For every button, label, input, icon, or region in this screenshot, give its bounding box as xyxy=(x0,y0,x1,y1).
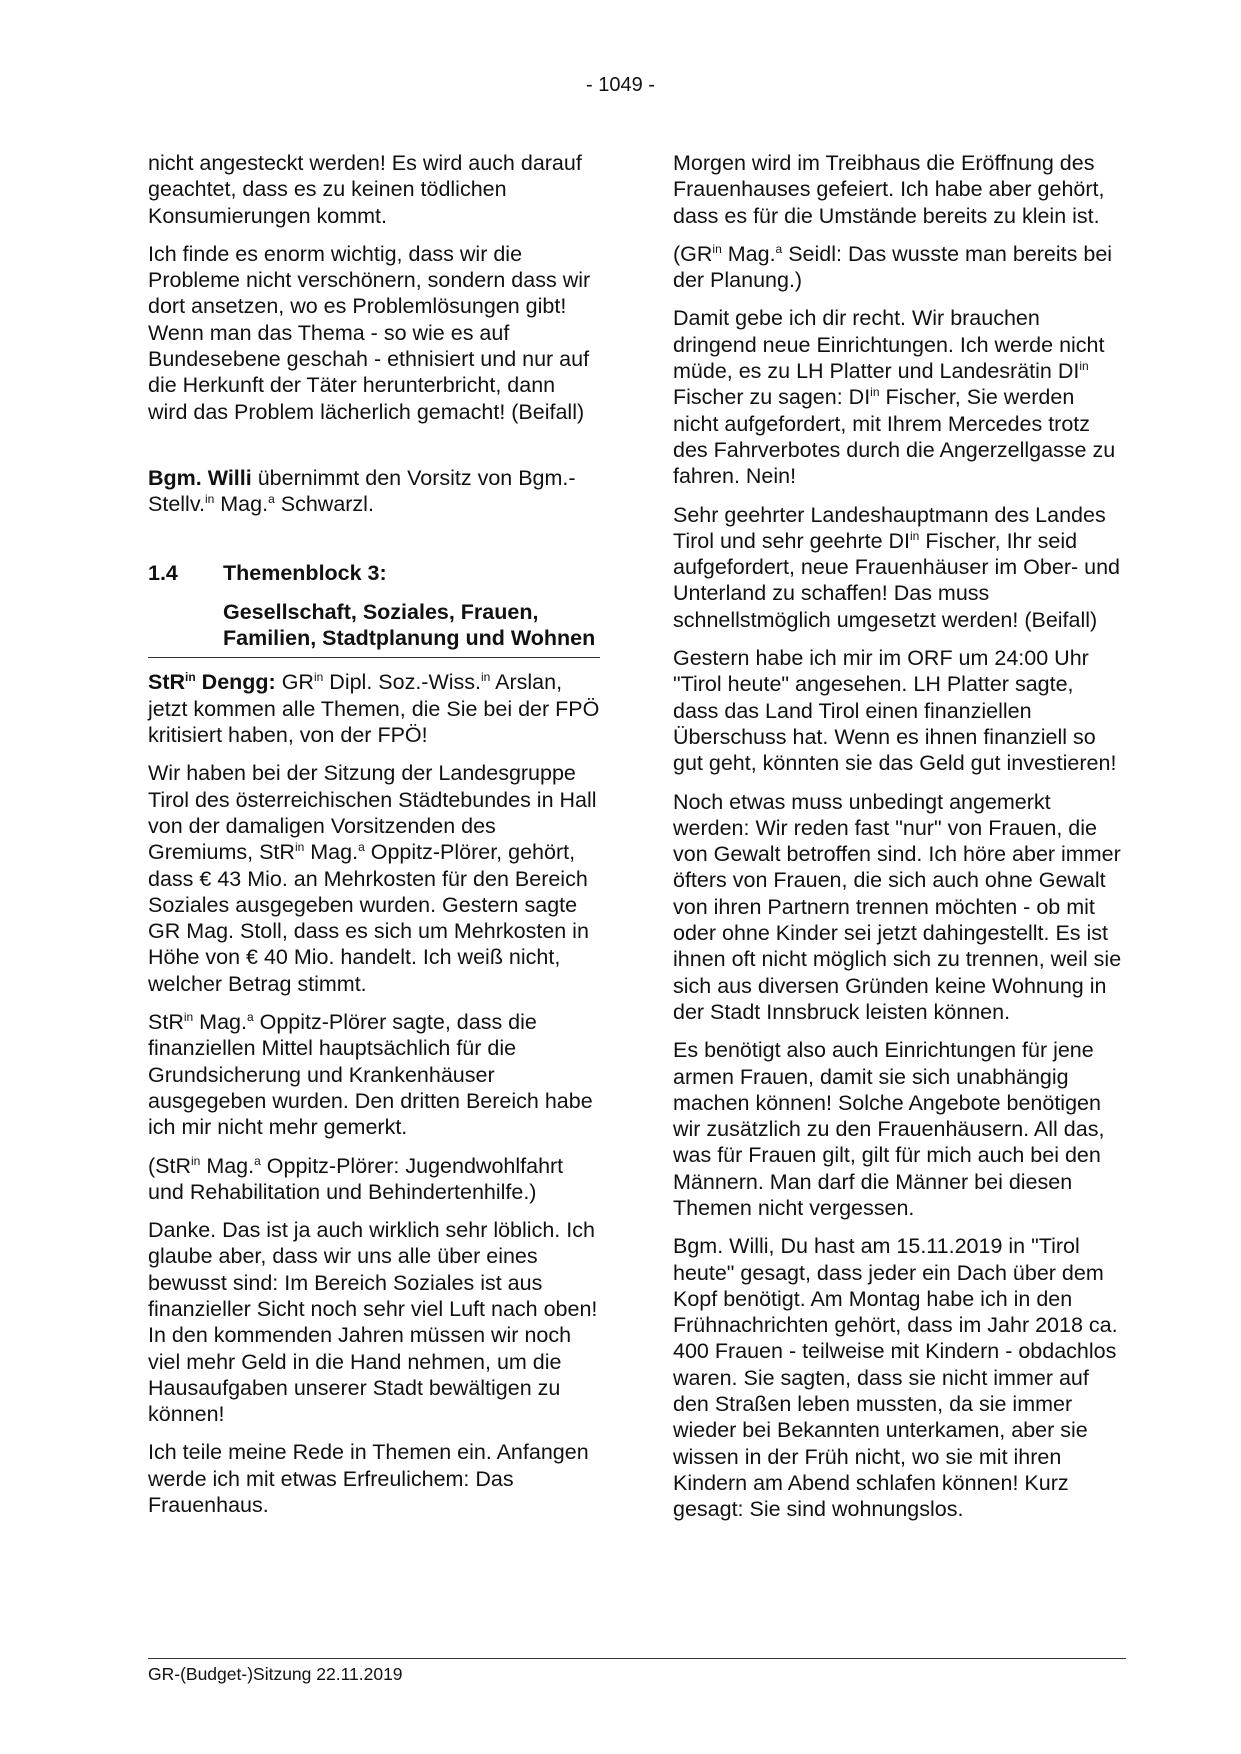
paragraph: Bgm. Willi, Du hast am 15.11.2019 in "Tirol heute" gesagt, dass jeder ein Dach über dem Kopf benötigt. Am Montag habe ich in den Frühnachrichten gehört, dass im Jahr 2018 ca. 400 Frauen - teilweise mit Kindern - obdachlos waren. Sie sagten, dass sie nicht immer auf den Straßen leben mussten, da sie immer wieder bei Bekannten unterkamen, aber sie wissen in der Früh nicht, wo sie mit ihren Kindern am Abend schlafen können! Kurz gesagt: Sie sind wohnungslos. xyxy=(673,1234,1118,1522)
paragraph: Morgen wird im Treibhaus die Eröffnung des Frauenhauses gefeiert. Ich habe aber gehört, dass es für die Umstände bereits zu klein ist. xyxy=(673,151,1105,228)
chair-change-note: Bgm. Willi übernimmt den Vorsitz von Bgm.-Stellv.$^{in}$ Mag.$^a$ Schwarzl. xyxy=(148,465,576,517)
paragraph: Ich finde es enorm wichtig, dass wir die Probleme nicht verschönern, sondern dass wir dort ansetzen, wo es Problemlösungen gibt! Wenn man das Thema - so wie es auf Bundesebene geschah - ethnisiert und nur auf die Herkunft der Täter herunterbricht, dann wird das Problem lächerlich gemacht! (Beifall) xyxy=(148,241,591,424)
paragraph: ($GR^{in}$ Mag.$^a$ Seidl: Das wusste man bereits bei der Planung.) xyxy=(673,241,1113,293)
paragraph: StR$^{in}$ Mag.$^a$ Oppitz-Plörer sagte, dass die finanziellen Mittel hauptsächlich für die Grundsicherung und Krankenhäuser ausgegeben wurden. Den dritten Bereich habe ich mir nicht mehr gemerkt. xyxy=(148,1010,593,1140)
speaker-name: Bgm. Willi xyxy=(148,465,252,490)
paragraph: Gestern habe ich mir im ORF um 24:00 Uhr "Tirol heute" angesehen. LH Platter sagte, dass das Land Tirol einen finanziellen Überschuss hat. Wenn es ihnen finanziell so gut geht, könnten sie das Geld gut investieren! xyxy=(673,646,1117,776)
paragraph: Es benötigt also auch Einrichtungen für jene armen Frauen, damit sie sich unabhängig machen können! Solche Angebote benötigen wir zusätzlich zu den Frauenhäusern. All das, was für Frauen gilt, gilt für mich auch bei den Männern. Man darf die Männer bei diesen Themen nicht vergessen. xyxy=(673,1038,1105,1220)
footer-session-label: GR-(Budget-)Sitzung 22.11.2019 xyxy=(148,1664,403,1684)
paragraph: Ich teile meine Rede in Themen ein. Anfangen werde ich mit etwas Erfreulichem: Das Frauenhaus. xyxy=(148,1440,589,1518)
paragraph: Wir haben bei der Sitzung der Landesgruppe Tirol des österreichischen Städtebundes in Hall von der damaligen Vorsitzenden des Gremiums, StR$^{in}$ Mag.$^a$ Oppitz-Plörer, gehört, dass € 43 Mio. an Mehrkosten für den Bereich Soziales ausgegeben wurden. Gestern sagte GR Mag. Stoll, dass es sich um Mehrkosten in Höhe von € 40 Mio. handelt. Ich weiß nicht, welcher Betrag stimmt. xyxy=(148,761,597,996)
section-title: Themenblock 3: xyxy=(223,560,387,585)
section-number: 1.4 xyxy=(148,560,178,585)
section-subtitle: Gesellschaft, Soziales, Frauen, Familien, Stadtplanung und Wohnen xyxy=(223,599,596,651)
footer-divider xyxy=(148,1658,1126,1659)
paragraph: StR$^{in}$ Dengg: $GR^{in}$ Dipl. Soz.-Wiss.$^{in}$ Arslan, jetzt kommen alle Themen, die Sie bei der FPÖ kritisiert haben, von der FPÖ! xyxy=(148,670,600,748)
paragraph: nicht angesteckt werden! Es wird auch darauf geachtet, dass es zu keinen tödlichen Konsumierungen kommt. xyxy=(148,151,582,228)
right-column xyxy=(673,150,1123,1535)
section-divider xyxy=(148,657,600,658)
paragraph: Danke. Das ist ja auch wirklich sehr löblich. Ich glaube aber, dass wir uns alle über eines bewusst sind: Im Bereich Soziales ist aus finanzieller Sicht noch sehr viel Luft nach oben! In den kommenden Jahren müssen wir noch viel mehr Geld in die Hand nehmen, um die Hausaufgaben unserer Stadt bewältigen zu können! xyxy=(148,1218,598,1427)
paragraph: (StR$^{in}$ Mag.$^a$ Oppitz-Plörer: Jugendwohlfahrt und Rehabilitation und Behindertenhilfe.) xyxy=(148,1153,564,1204)
paragraph: Damit gebe ich dir recht. Wir brauchen dringend neue Einrichtungen. Ich werde nicht müde, es zu LH Platter und Landesrätin $DI^{in}$ Fischer zu sagen: $DI^{in}$ Fischer, Sie werden nicht aufgefordert, mit Ihrem Mercedes trotz des Fahrverbotes durch die Angerzellgasse zu fahren. Nein! xyxy=(673,306,1116,489)
section-heading xyxy=(148,560,600,652)
paragraph: Noch etwas muss unbedingt angemerkt werden: Wir reden fast "nur" von Frauen, die von Gewalt betroffen sind. Ich höre aber immer öfters von Frauen, die sich auch ohne Gewalt von ihren Partnern trennen möchten - ob mit oder ohne Kinder sei jetzt dahingestellt. Es ist ihnen oft nicht möglich sich zu trennen, weil sie sich aus diversen Gründen keine Wohnung in der Stadt Innsbruck leisten können. xyxy=(673,789,1122,1024)
page-number: - 1049 - xyxy=(586,74,655,96)
paragraph: Sehr geehrter Landeshauptmann des Landes Tirol und sehr geehrte $DI^{in}$ Fischer, Ihr seid aufgefordert, neue Frauenhäuser im Ober- und Unterland zu schaffen! Das muss schnellstmöglich umgesetzt werden! (Beifall) xyxy=(673,502,1120,632)
left-column xyxy=(148,150,600,1530)
